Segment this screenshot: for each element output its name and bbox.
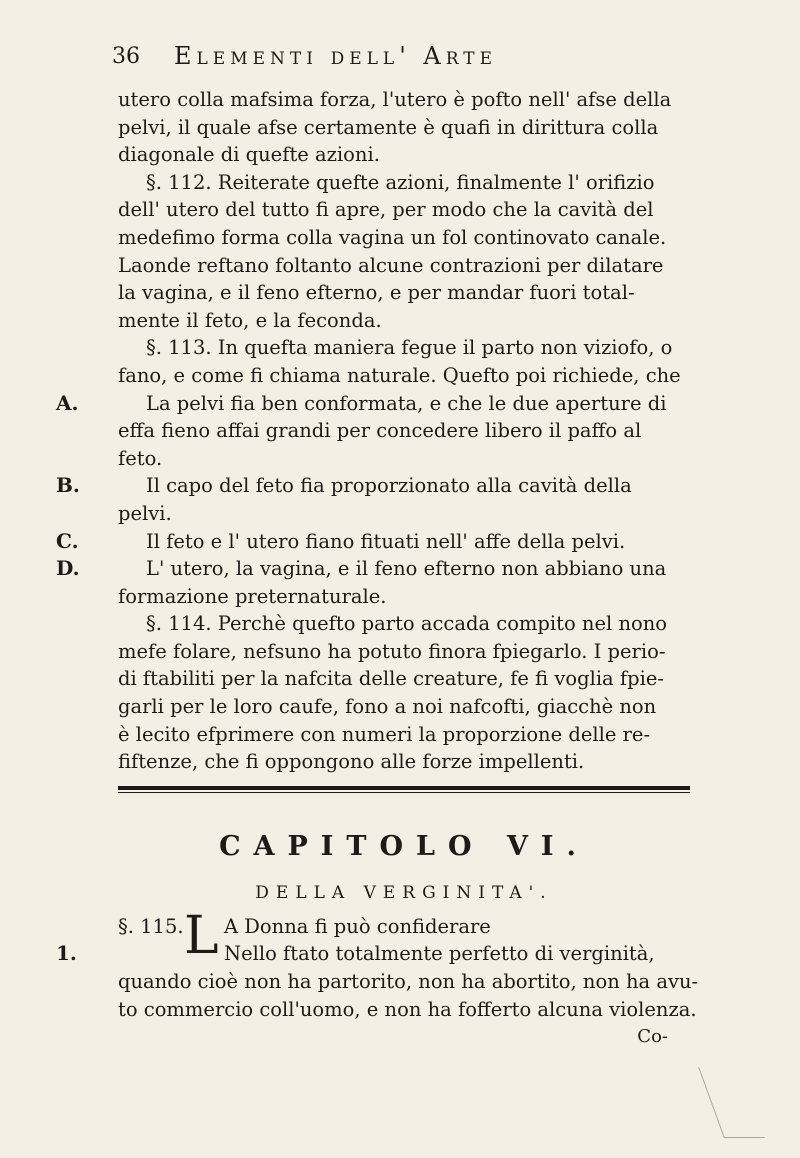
running-head <box>112 42 672 78</box>
section-number: §. 115. <box>118 914 184 938</box>
line-text: è lecito efprimere con numeri la proporzione delle re- <box>118 722 651 746</box>
line-text: La pelvi fia ben conformata, e che le due aperture di <box>146 391 667 415</box>
line-text: garli per le loro caufe, fono a noi nafcofti, giacchè non <box>118 695 657 719</box>
paragraph-continuation <box>118 86 690 169</box>
text-line <box>118 362 690 390</box>
line-text: L' utero, la vagina, e il feno efterno non abbiano una <box>146 557 667 581</box>
chapter-rule-thin <box>118 792 690 793</box>
text-line <box>118 224 690 252</box>
text-line <box>118 141 690 169</box>
line-text: Nello ftato totalmente perfetto di verginità, <box>224 942 655 966</box>
list-item <box>56 555 690 610</box>
chapter-subheading: DELLA VERGINITA'. <box>255 882 553 903</box>
text-line <box>56 528 690 556</box>
section-114 <box>118 610 690 776</box>
list-item <box>56 472 690 527</box>
chapter-heading: CAPITOLO VI. <box>219 830 589 862</box>
list-item <box>56 390 690 473</box>
text-line <box>118 169 690 197</box>
line-text: pelvi, il quale afse certamente è quafi in dirittura colla <box>118 115 659 139</box>
text-line <box>118 196 690 224</box>
line-text: §. 114. Perchè quefto parto accada compito nel nono <box>146 612 668 636</box>
text-line <box>118 445 690 473</box>
running-title: Elementi dell' Arte <box>174 42 498 70</box>
text-line <box>56 472 690 500</box>
section-115 <box>56 905 699 1051</box>
line-text: formazione preternaturale. <box>118 584 387 608</box>
section-112 <box>118 169 690 335</box>
text-line <box>118 252 690 280</box>
text-line <box>118 417 690 445</box>
catchword: Co- <box>637 1026 668 1048</box>
marginal-letter: A. <box>56 390 79 415</box>
line-text: feto. <box>118 446 163 470</box>
list-item <box>56 528 690 556</box>
marginal-letter: D. <box>56 556 80 581</box>
marginal-letter: B. <box>56 473 80 498</box>
line-text: medefimo forma colla vagina un fol continovato canale. <box>118 225 667 249</box>
text-line <box>56 390 690 418</box>
line-text: pelvi. <box>118 501 172 525</box>
line-text: §. 112. Reiterate quefte azioni, finalmente l' orifizio <box>146 170 655 194</box>
text-line <box>118 307 690 335</box>
text-line <box>118 114 690 142</box>
line-text: Laonde reftano foltanto alcune contrazioni per dilatare <box>118 253 664 277</box>
chapter-rule <box>118 786 690 790</box>
line-text: §. 113. In quefta maniera fegue il parto non viziofo, o <box>146 336 673 360</box>
text-line <box>118 334 690 362</box>
text-line <box>56 555 690 583</box>
catchword-line <box>118 1023 690 1051</box>
line-text: effa fieno affai grandi per concedere libero il paffo al <box>118 419 642 443</box>
drop-capital: L <box>184 905 219 966</box>
text-line <box>118 748 690 776</box>
line-text: fiftenze, che fi oppongono alle forze impellenti. <box>118 750 585 774</box>
line-text: to commercio coll'uomo, e non ha fofferto alcuna violenza. <box>118 997 697 1021</box>
page-number: 36 <box>112 44 140 69</box>
marginal-letter: C. <box>56 528 79 553</box>
page-mark <box>698 1067 765 1138</box>
text-line <box>56 940 690 968</box>
section-115-lines <box>118 968 699 1023</box>
line-text: la vagina, e il feno efterno, e per mandar fuori total- <box>118 281 635 305</box>
line-text: di ftabiliti per la nafcita delle creature, fe fi voglia fpie- <box>118 667 664 691</box>
text-line <box>118 583 690 611</box>
text-line <box>118 665 690 693</box>
section-113 <box>118 334 690 389</box>
line-text: dell' utero del tutto fi apre, per modo che la cavità del <box>118 198 654 222</box>
text-line <box>118 721 690 749</box>
line-text: fano, e come fi chiama naturale. Quefto poi richiede, che <box>118 363 681 387</box>
text-line <box>118 279 690 307</box>
line-text: quando cioè non ha partorito, non ha abortito, non ha avu- <box>118 970 699 994</box>
text-line <box>118 638 690 666</box>
line-text: mente il feto, e la feconda. <box>118 308 382 332</box>
text-line <box>118 968 699 996</box>
text-line <box>118 610 690 638</box>
line-text: mefe folare, nefsuno ha potuto finora fpiegarlo. I perio- <box>118 639 666 663</box>
line-text: diagonale di quefte azioni. <box>118 143 380 167</box>
text-line <box>118 86 690 114</box>
text-line <box>118 500 690 528</box>
line-text: A Donna fi può confiderare <box>224 914 491 938</box>
line-text: Il feto e l' utero fiano fituati nell' affe della pelvi. <box>146 529 626 553</box>
line-text: utero colla mafsima forza, l'utero è pofto nell' afse della <box>118 88 672 111</box>
line-text: Il capo del feto fia proporzionato alla cavità della <box>146 474 632 498</box>
text-block <box>56 86 699 1051</box>
marginal-number: 1. <box>56 941 77 966</box>
text-line <box>118 996 697 1024</box>
text-line <box>118 693 690 721</box>
lettered-list <box>56 390 690 611</box>
